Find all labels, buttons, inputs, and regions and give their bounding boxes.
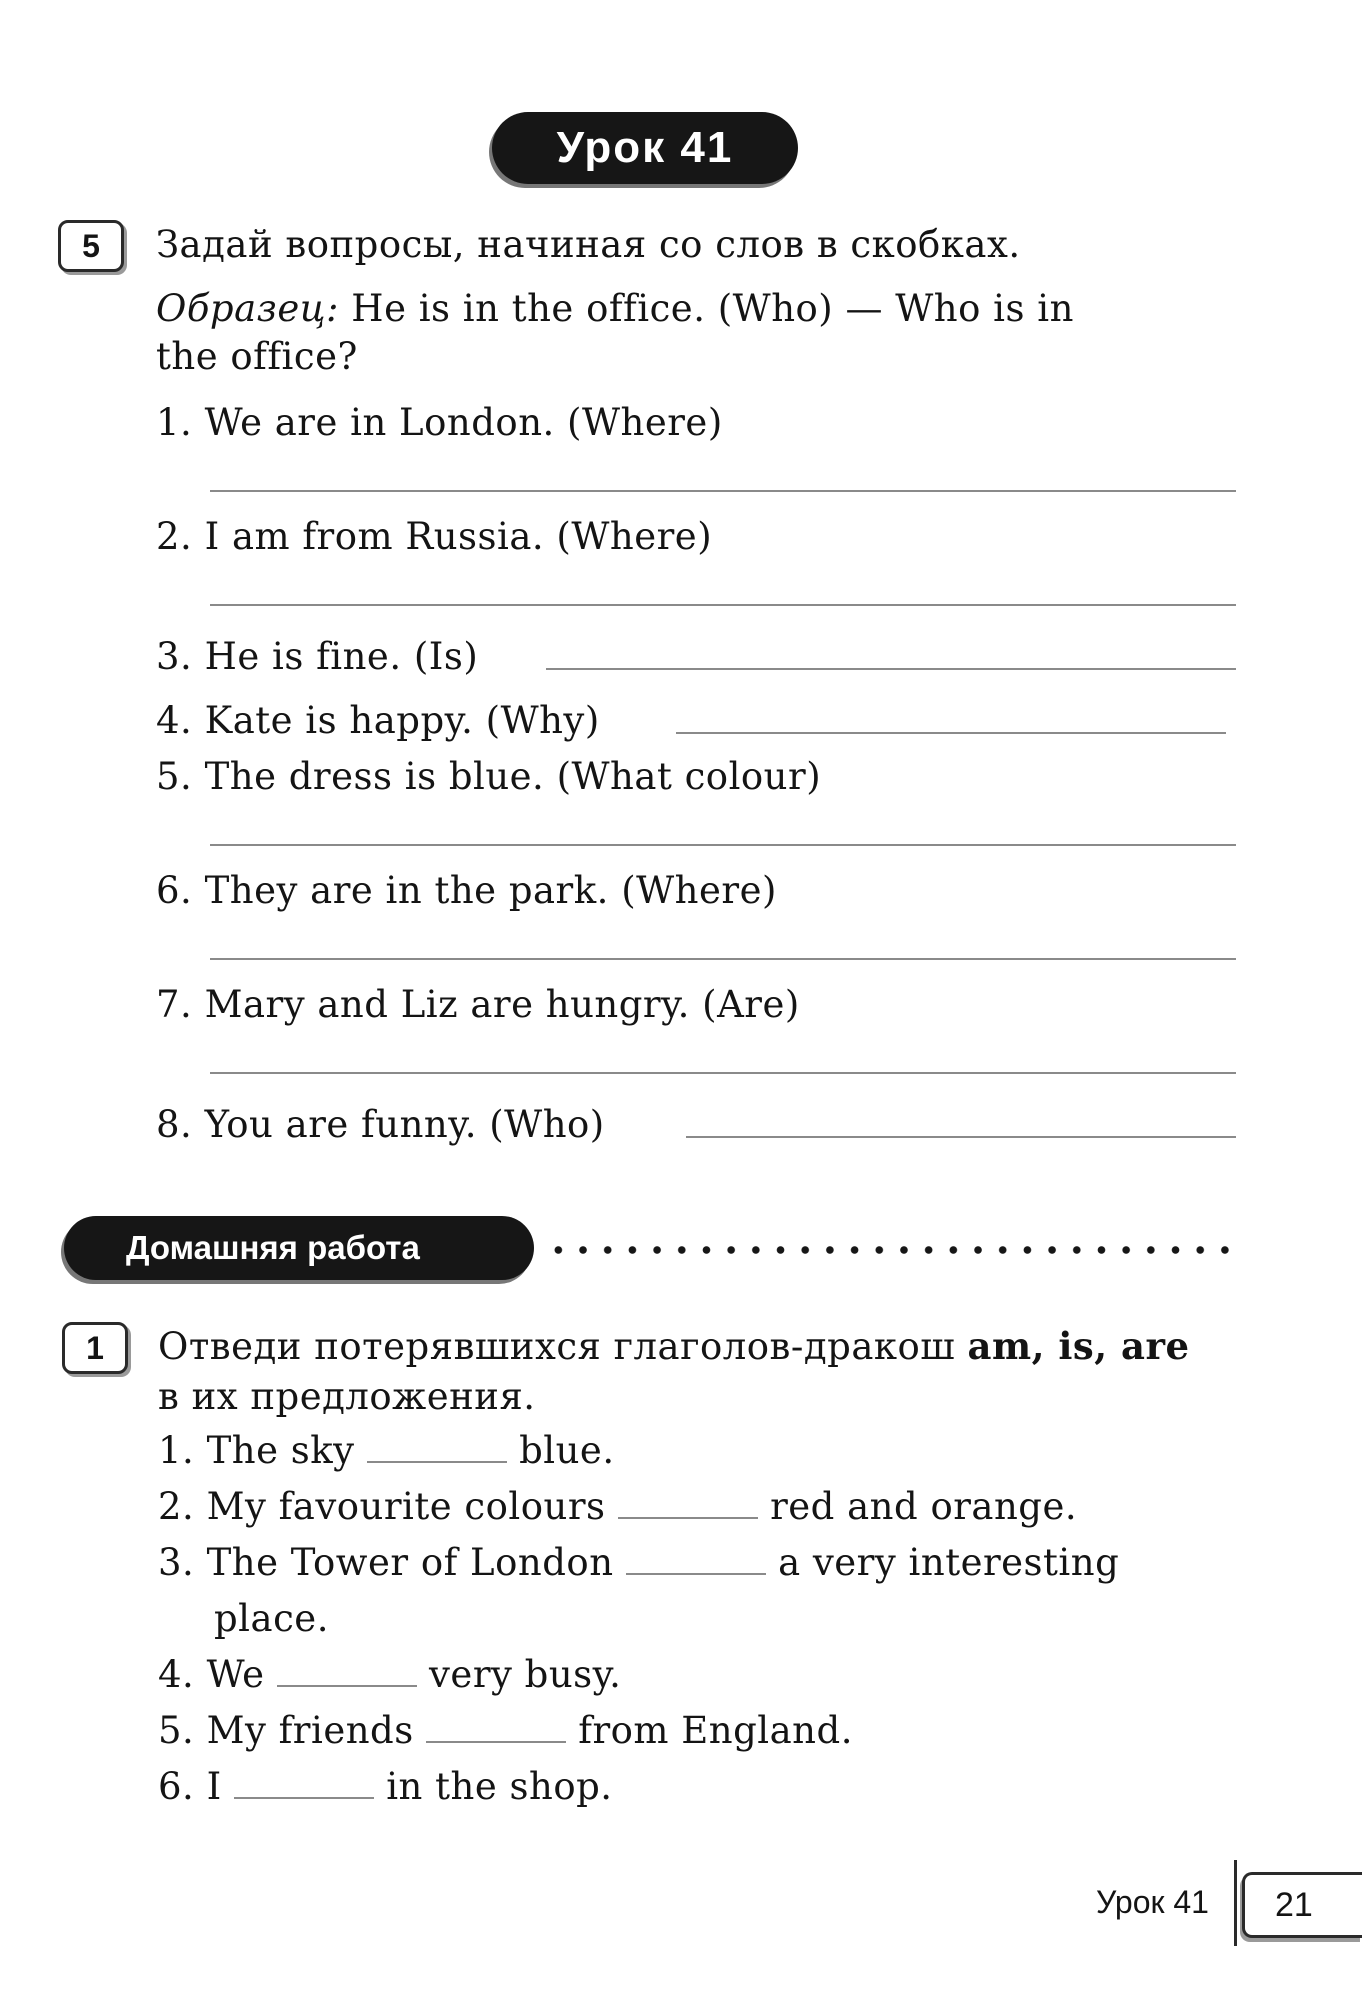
answer-line-2[interactable] [210, 604, 1236, 606]
page-number: 21 [1242, 1872, 1362, 1938]
hw-item-5-before: 5. My friends [158, 1709, 414, 1752]
answer-line-7[interactable] [210, 1072, 1236, 1074]
hw-item-3-before: 3. The Tower of London [158, 1541, 614, 1584]
sample-label: Образец: [156, 287, 340, 330]
hw-instruction-line2: в их предложения. [158, 1375, 536, 1418]
hw-blank-5[interactable] [426, 1713, 566, 1743]
answer-line-3[interactable] [546, 668, 1236, 670]
hw-blank-3[interactable] [626, 1545, 766, 1575]
task5-instruction: Задай вопросы, начиная со слов в скобках. [156, 223, 1021, 266]
hw-item-1-before: 1. The sky [158, 1429, 355, 1472]
hw-item-1-after: blue. [519, 1429, 615, 1472]
hw-blank-4[interactable] [277, 1657, 417, 1687]
hw-item-5 [158, 1709, 853, 1752]
task5-item-8: 8. You are funny. (Who) [156, 1103, 605, 1146]
answer-line-5[interactable] [210, 844, 1236, 846]
footer-divider [1234, 1860, 1237, 1946]
hw-blank-2[interactable] [618, 1489, 758, 1519]
hw-item-4-after: very busy. [429, 1653, 622, 1696]
task5-item-2: 2. I am from Russia. (Where) [156, 515, 713, 558]
hw-item-6-after: in the shop. [386, 1765, 613, 1808]
hw-item-4-before: 4. We [158, 1653, 265, 1696]
hw-item-2-before: 2. My favourite colours [158, 1485, 606, 1528]
lesson-title: Урок 41 [492, 112, 798, 184]
task5-sample-line1 [156, 287, 1074, 330]
hw-instruction-verbs: am, is, are [967, 1324, 1190, 1368]
task-number-5: 5 [58, 220, 124, 272]
sample-text: He is in the office. (Who) — Who is in [351, 287, 1074, 330]
answer-line-1[interactable] [210, 490, 1236, 492]
answer-line-4[interactable] [676, 732, 1226, 734]
task5-item-4: 4. Kate is happy. (Why) [156, 699, 600, 742]
hw-blank-1[interactable] [367, 1433, 507, 1463]
answer-line-6[interactable] [210, 958, 1236, 960]
hw-item-5-after: from England. [578, 1709, 853, 1752]
hw-item-2 [158, 1485, 1078, 1528]
hw-item-3-after: a very interesting [778, 1541, 1120, 1584]
hw-blank-6[interactable] [234, 1769, 374, 1799]
task5-sample-line2: the office? [156, 335, 358, 378]
hw-item-1 [158, 1429, 615, 1472]
hw-item-6 [158, 1765, 613, 1808]
task5-item-7: 7. Mary and Liz are hungry. (Are) [156, 983, 800, 1026]
task5-item-5: 5. The dress is blue. (What colour) [156, 755, 822, 798]
homework-title: Домашняя работа [64, 1216, 534, 1280]
hw-item-4 [158, 1653, 622, 1696]
hw-instruction-text: Отведи потерявшихся глаголов-дракош [158, 1325, 956, 1368]
task-number-1: 1 [62, 1322, 128, 1374]
hw-item-6-before: 6. I [158, 1765, 222, 1808]
hw-item-2-after: red and orange. [770, 1485, 1078, 1528]
hw-item-3 [158, 1541, 1120, 1584]
task5-item-6: 6. They are in the park. (Where) [156, 869, 777, 912]
footer-lesson-label: Урок 41 [1096, 1884, 1209, 1920]
task5-item-1: 1. We are in London. (Where) [156, 401, 723, 444]
hw-instruction-line1 [158, 1324, 1190, 1368]
hw-item-3-continuation: place. [214, 1597, 329, 1640]
task5-item-3: 3. He is fine. (Is) [156, 635, 479, 678]
answer-line-8[interactable] [686, 1136, 1236, 1138]
dotted-divider [546, 1246, 1236, 1254]
